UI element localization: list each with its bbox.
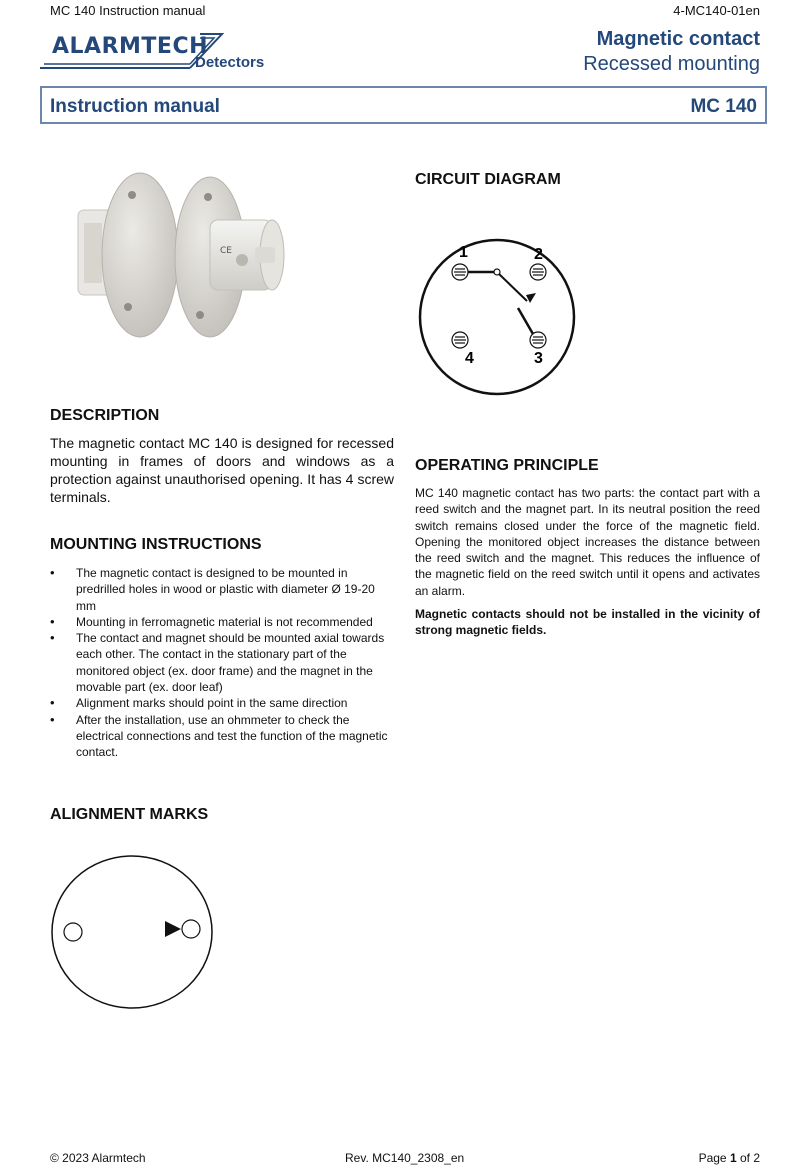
terminal-4-label: 4	[465, 350, 474, 367]
product-photo	[60, 165, 310, 375]
svg-text:CE: CE	[220, 246, 232, 256]
alignment-title: ALIGNMENT MARKS	[50, 806, 209, 823]
list-item: • After the installation, use an ohmmeter to check the electrical connections and test the function of the magnetic contact.	[50, 712, 395, 761]
title-banner	[40, 86, 767, 124]
mounting-list	[50, 565, 395, 761]
operating-warning: Magnetic contacts should not be installed in the vicinity of strong magnetic fields.	[415, 607, 760, 638]
description-title: DESCRIPTION	[50, 407, 160, 424]
terminal-3-label: 3	[534, 350, 543, 367]
terminal-1-label: 1	[459, 244, 468, 261]
logo-sub: Detectors	[195, 54, 265, 71]
logo-brand: ALARMTECH	[52, 34, 208, 59]
list-item: • The magnetic contact is designed to be mounted in predrilled holes in wood or plastic with diameter Ø 19-20 mm	[50, 565, 395, 614]
page-prefix: Page	[698, 1151, 730, 1165]
footer-revision: Rev. MC140_2308_en	[345, 1151, 465, 1165]
list-item: • The contact and magnet should be mounted axial towards each other. The contact in the stationary part of the monitored object (ex. door frame) and the magnet in the movable part (ex. door leaf)	[50, 630, 395, 695]
alignment-diagram	[50, 852, 215, 1012]
description-text: The magnetic contact MC 140 is designed for recessed mounting in frames of doors and windows as a protection against unauthorised opening. It has 4 screw terminals.	[50, 435, 394, 505]
list-item: • Alignment marks should point in the same direction	[50, 695, 395, 711]
mounting-title: MOUNTING INSTRUCTIONS	[50, 536, 262, 553]
page-sep: of	[736, 1151, 754, 1165]
list-item: • Mounting in ferromagnetic material is not recommended	[50, 614, 395, 630]
banner-right: MC 140	[690, 96, 757, 117]
operating-title: OPERATING PRINCIPLE	[415, 457, 599, 474]
page-total: 2	[753, 1151, 760, 1165]
banner-left: Instruction manual	[50, 96, 220, 117]
alarmtech-logo	[40, 30, 280, 75]
product-title: Magnetic contact	[596, 28, 760, 50]
page-current: 1	[729, 1151, 737, 1165]
terminal-2-label: 2	[534, 246, 543, 263]
operating-text: MC 140 magnetic contact has two parts: the contact part with a reed switch and the magnet part. In its neutral position the reed switch remains closed under the force of the magnetic field. Opening the monitored object increases the distance between the reed switch and the magnet. This reduces the influence of the magnetic field on the reed switch until it opens and activates an alarm.	[415, 486, 760, 598]
alignment-marks-icon	[50, 852, 215, 1012]
page-number	[699, 1151, 760, 1165]
doc-name: MC 140 Instruction manual	[50, 3, 206, 18]
circuit-diagram-icon	[415, 235, 580, 400]
doc-code: 4-MC140-01en	[673, 3, 760, 18]
circuit-diagram	[415, 235, 580, 400]
circuit-title: CIRCUIT DIAGRAM	[415, 171, 561, 188]
footer-copyright: © 2023 Alarmtech	[50, 1151, 146, 1165]
product-photo-icon	[60, 165, 310, 375]
product-subtitle: Recessed mounting	[583, 53, 760, 75]
